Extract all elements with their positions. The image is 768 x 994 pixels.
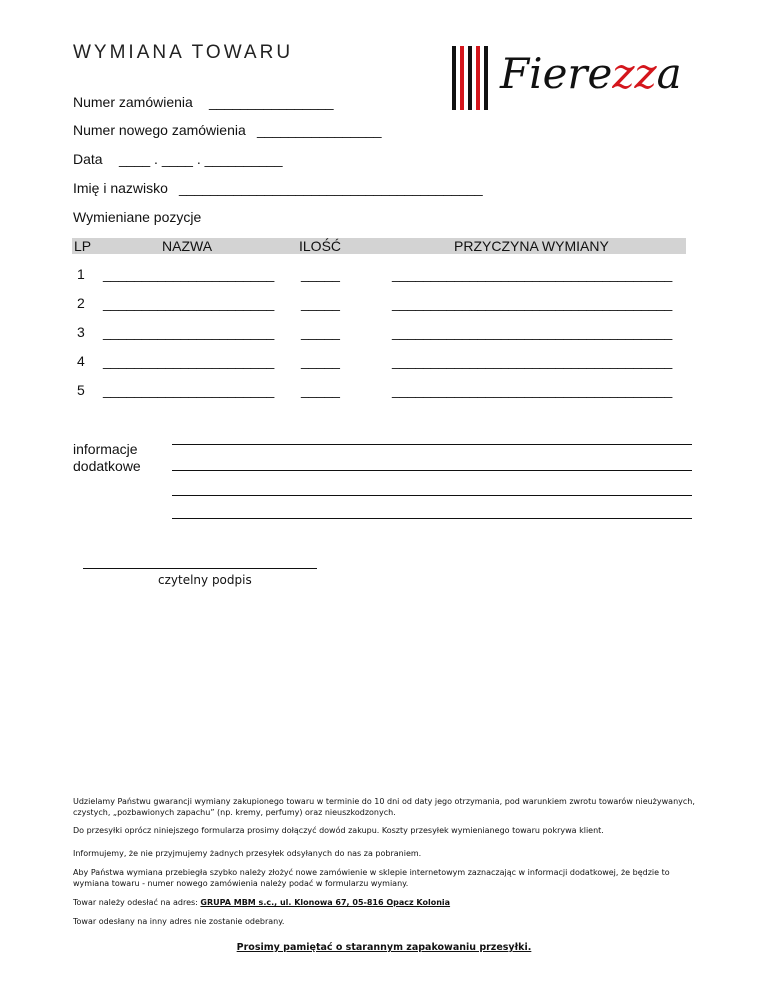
row-qty-field[interactable]: _____ [301, 353, 340, 369]
additional-info-label-line2: dodatkowe [73, 458, 141, 474]
table-row [0, 266, 768, 286]
fierezza-logo [452, 46, 692, 112]
note-other-address: Towar odesłany na inny adres nie zostanie odebrany. [73, 917, 285, 926]
row-qty-field[interactable]: _____ [301, 324, 340, 340]
note-no-cod: Informujemy, że nie przyjmujemy żadnych przesyłek odsyłanych do nas za pobraniem. [73, 849, 422, 858]
row-name-field[interactable]: ______________________ [103, 295, 275, 311]
table-row [0, 295, 768, 315]
header-reason: PRZYCZYNA WYMIANY [454, 238, 609, 254]
logo-wordmark: Fierezza [500, 49, 682, 98]
table-row [0, 382, 768, 402]
row-lp: 4 [77, 353, 85, 369]
row-name-field[interactable]: ______________________ [103, 353, 275, 369]
new-order-number-field[interactable]: ________________ [257, 122, 382, 138]
additional-info-label [73, 441, 141, 475]
row-name-field[interactable]: ______________________ [103, 324, 275, 340]
return-address: GRUPA MBM s.c., ul. Klonowa 67, 05-816 Opacz Kolonia [200, 898, 451, 907]
items-label: Wymieniane pozycje [73, 209, 202, 225]
order-number-label: Numer zamówienia [73, 94, 193, 110]
signature-line[interactable] [83, 568, 317, 569]
note-new-order: Aby Państwa wymiana przebiegła szybko należy złożyć nowe zamówienie w sklepie internetowym zaznaczając w informacji dodatkowej, że będzie to wymiana towaru - numer nowego zamówienia należy podać w formularzu wymiany. [73, 868, 670, 888]
items-table-header [72, 238, 686, 254]
additional-info-line[interactable] [172, 518, 692, 519]
row-lp: 5 [77, 382, 85, 398]
form-title: WYMIANA TOWARU [73, 42, 294, 63]
header-lp: LP [74, 238, 92, 254]
row-name-field[interactable]: ______________________ [103, 382, 275, 398]
name-label: Imię i nazwisko [73, 180, 168, 196]
row-lp: 3 [77, 324, 85, 340]
additional-info-line[interactable] [172, 470, 692, 471]
row-lp: 1 [77, 266, 85, 282]
signature-label: czytelny podpis [158, 573, 252, 587]
row-reason-field[interactable]: ____________________________________ [392, 353, 673, 369]
additional-info-line[interactable] [172, 444, 692, 445]
row-name-field[interactable]: ______________________ [103, 266, 275, 282]
row-lp: 2 [77, 295, 85, 311]
row-reason-field[interactable]: ____________________________________ [392, 266, 673, 282]
row-qty-field[interactable]: _____ [301, 266, 340, 282]
table-row [0, 353, 768, 373]
name-field[interactable]: _______________________________________ [179, 180, 483, 196]
row-qty-field[interactable]: _____ [301, 295, 340, 311]
note-proof-of-purchase: Do przesyłki oprócz niniejszego formularza prosimy dołączyć dowód zakupu. Koszty przesyłek wymienianego towaru pokrywa klient. [73, 826, 604, 835]
new-order-number-label: Numer nowego zamówienia [73, 122, 246, 138]
row-reason-field[interactable]: ____________________________________ [392, 382, 673, 398]
return-address-prefix: Towar należy odesłać na adres: [73, 898, 201, 907]
note-guarantee: Udzielamy Państwu gwarancji wymiany zakupionego towaru w terminie do 10 dni od daty jego otrzymania, pod warunkiem zwrotu towarów nieużywanych, czystych, „pozbawionych zapachu” (np. kremy, perfumy) oraz nieuszkodzonych. [73, 797, 695, 817]
row-reason-field[interactable]: ____________________________________ [392, 324, 673, 340]
additional-info-line[interactable] [172, 495, 692, 496]
date-label: Data [73, 151, 103, 167]
header-qty: ILOŚĆ [299, 238, 342, 254]
additional-info-label-line1: informacje [73, 441, 138, 457]
note-return-address [73, 898, 703, 909]
order-number-field[interactable]: ________________ [209, 94, 334, 110]
table-row [0, 324, 768, 344]
row-reason-field[interactable]: ____________________________________ [392, 295, 673, 311]
row-qty-field[interactable]: _____ [301, 382, 340, 398]
footer-packing-note: Prosimy pamiętać o starannym zapakowaniu przesyłki. [236, 942, 532, 953]
date-field[interactable]: ____ . ____ . __________ [119, 151, 283, 167]
header-name: NAZWA [162, 238, 213, 254]
